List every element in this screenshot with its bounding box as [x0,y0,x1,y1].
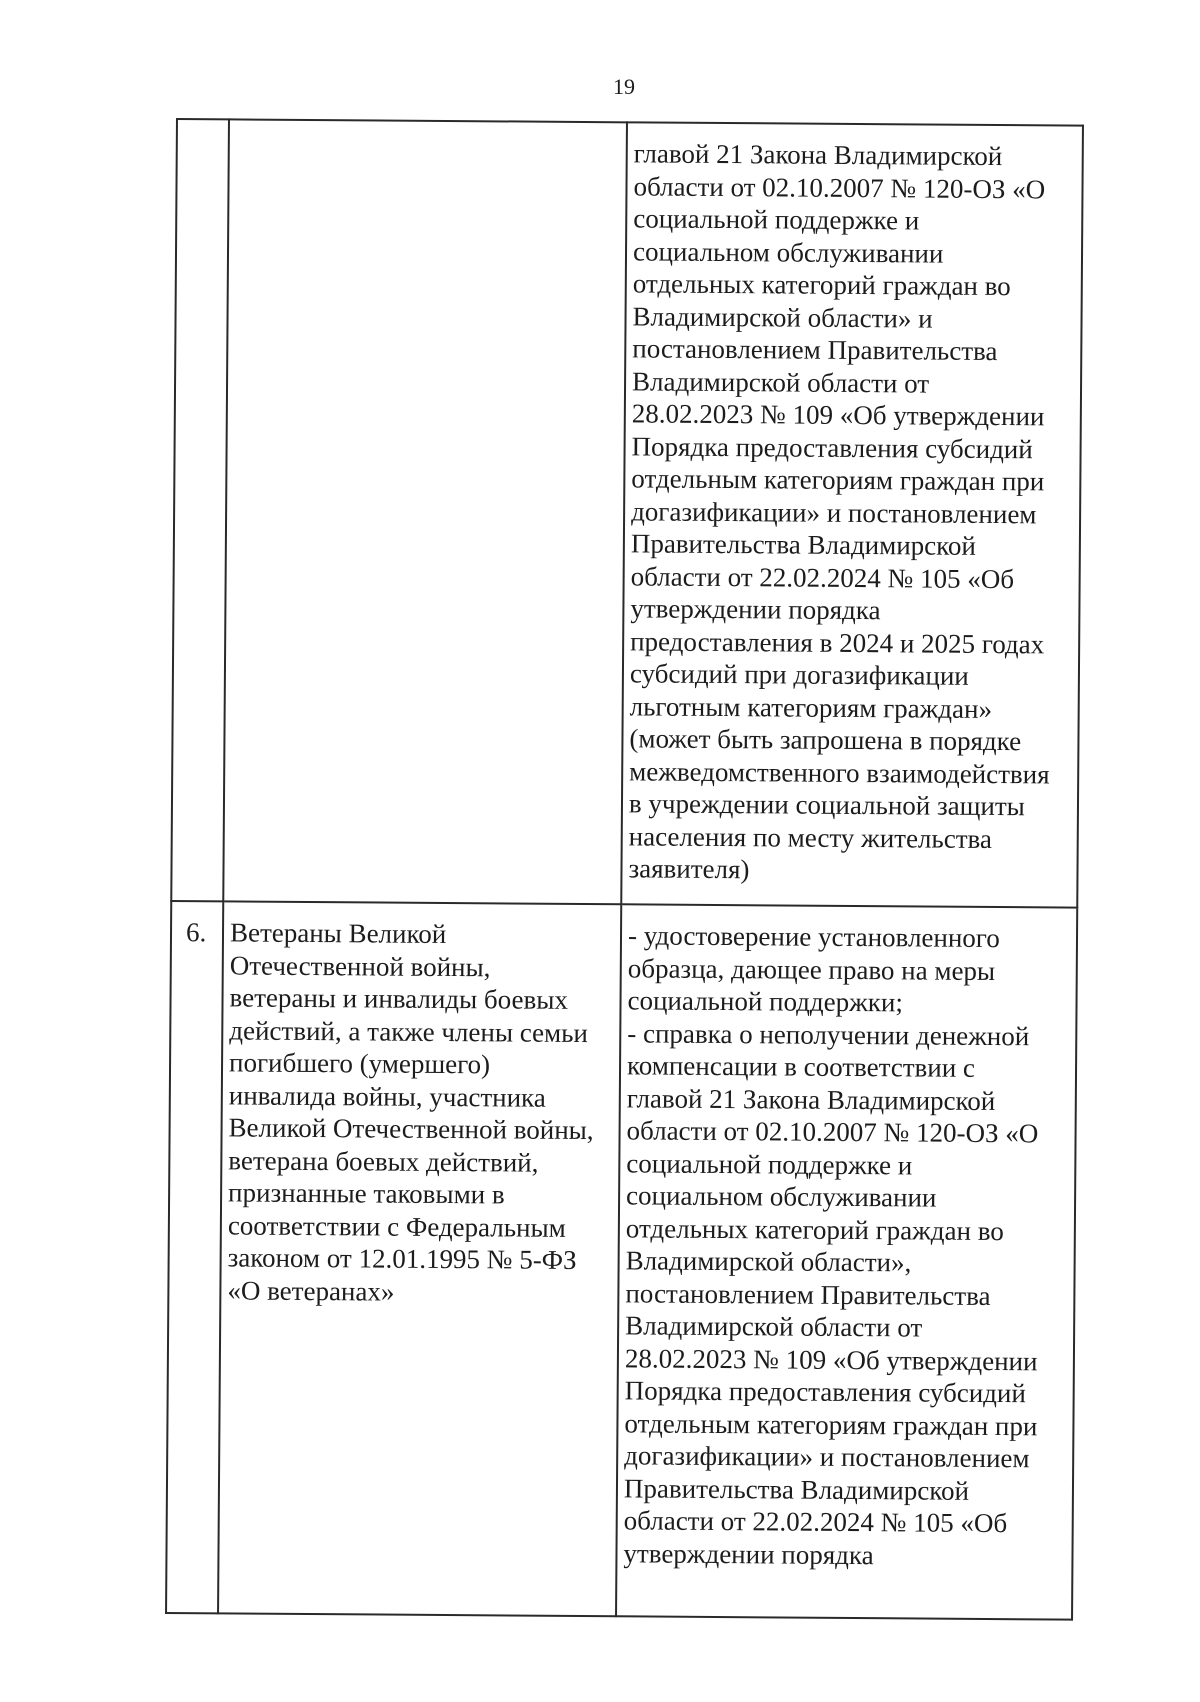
row-number-cell: 6. [166,901,223,1613]
row-number-cell [171,119,229,901]
documents-cell: главой 21 Закона Владимирской области от 02.10.2007 № 120-ОЗ «О социальной поддержке и социальном обслуживании отдельных категорий граждан во Владимирской области» и постановлением Правительства Владимирской области от 28.02.2023 № 109 «Об утверждении Порядка предоставления субсидий отдельным категориям граждан при догазификации» и постановлением Правительства Владимирской области от 22.02.2024 № 105 «Об утверждении порядка предоставления в 2024 и 2025 годах субсидий при догазификации льготным категориям граждан» (может быть запрошена в порядке межведомственного взаимодействия в учреждении социальной защиты населения по месту жительства заявителя) [621,122,1083,907]
benefits-table [165,118,1084,1621]
table-row [171,119,1083,908]
page-number: 19 [613,74,635,99]
category-cell [223,119,627,904]
table-row [166,901,1077,1620]
category-cell: Ветераны Великой Отечественной войны, ветераны и инвалиды боевых действий, а также члены семьи погибшего (умершего) инвалида войны, участника Великой Отечественной войны, ветерана боевых действий, признанные таковыми в соответствии с Федеральным законом от 12.01.1995 № 5-ФЗ «О ветеранах» [218,901,621,1616]
documents-cell: - удостоверение установленного образца, дающее право на меры социальной поддержки; - справка о неполучении денежной компенсации в соответствии с главой 21 Закона Владимирской области от 02.10.2007 № 120-ОЗ «О социальной поддержке и социальном обслуживании отдельных категорий граждан во Владимирской области», постановлением Правительства Владимирской области от 28.02.2023 № 109 «Об утверждении Порядка предоставления субсидий отдельным категориям граждан при догазификации» и постановлением Правительства Владимирской области от 22.02.2024 № 105 «Об утверждении порядка [616,904,1077,1619]
